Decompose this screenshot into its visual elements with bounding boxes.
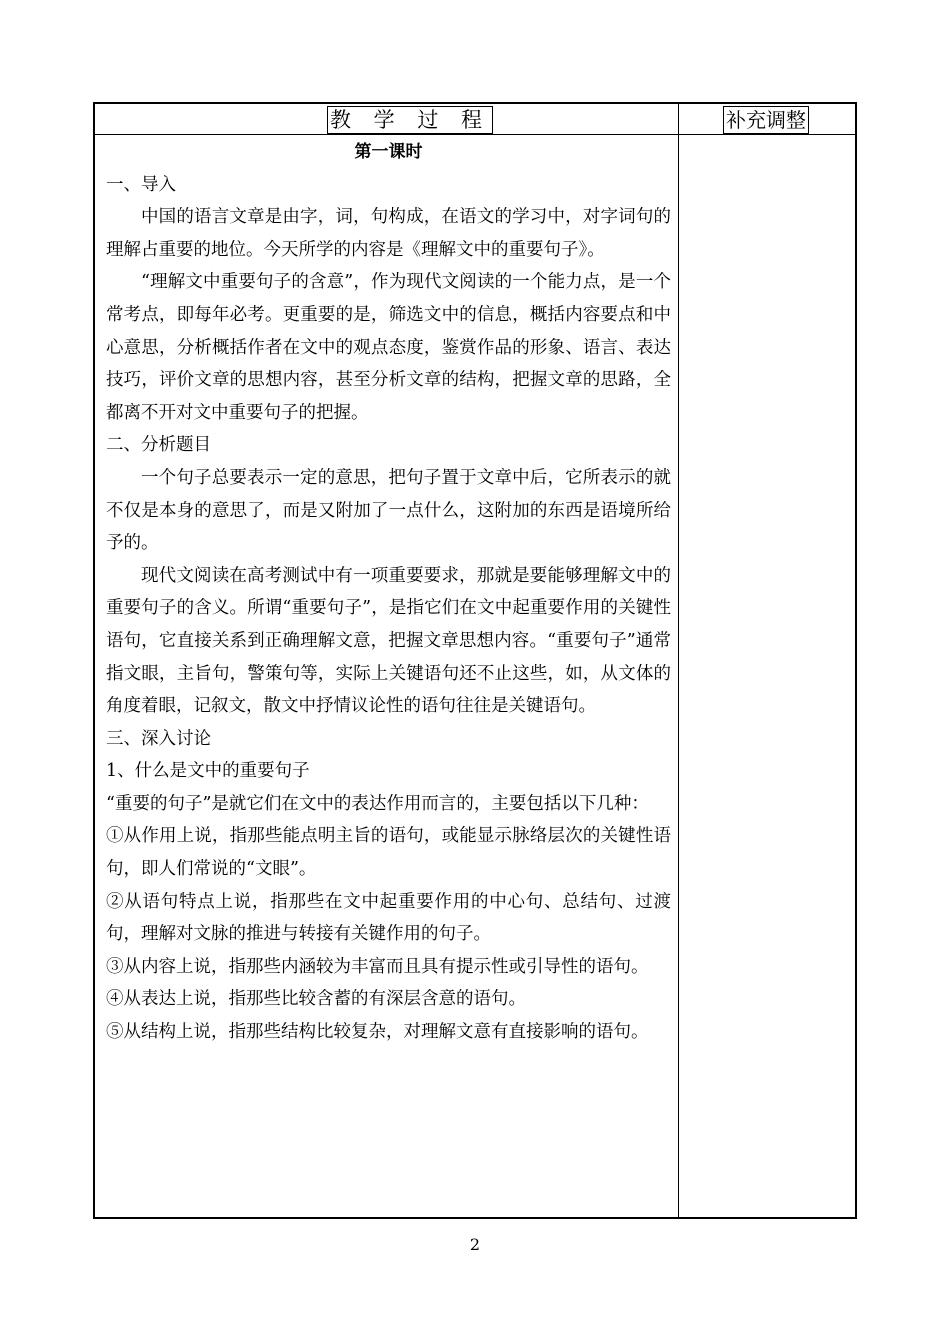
section-heading: 一、导入 — [106, 174, 176, 195]
list-item: ⑤从结构上说，指那些结构比较复杂，对理解文意有直接影响的语句。 — [106, 1022, 649, 1043]
lesson-table — [93, 102, 857, 1219]
paragraph: 现代文阅读在高考测试中有一项重要要求，那就是要能够理解文中的重要句子的含义。所谓“重要句子”，是指它们在文中起重要作用的关键性语句，它直接关系到正确理解文意，把握文章思想内容。“重要句子”通常指文眼，主旨句，警策句等，实际上关键语句还不止这些，如，从文体的角度着眼，记叙文，散文中抒情议论性的语句往往是关键语句。 — [106, 565, 671, 717]
paragraph: “重要的句子”是就它们在文中的表达作用而言的，主要包括以下几种： — [106, 793, 649, 814]
column-divider — [678, 104, 679, 1217]
section-heading: 三、深入讨论 — [106, 728, 211, 749]
lesson-title: 第一课时 — [354, 142, 423, 162]
header-supplement-adjust: 补充调整 — [723, 106, 809, 134]
list-item: ④从表达上说，指那些比较含蓄的有深层含意的语句。 — [106, 989, 526, 1010]
paragraph: 中国的语言文章是由字，词，句构成，在语文的学习中，对字词句的理解占重要的地位。今天所学的内容是《理解文中的重要句子》。 — [106, 207, 671, 260]
header-divider — [95, 134, 855, 135]
section-heading: 二、分析题目 — [106, 435, 211, 456]
paragraph: 一个句子总要表示一定的意思，把句子置于文章中后，它所表示的就不仅是本身的意思了，而是又附加了一点什么，这附加的东西是语境所给予的。 — [106, 467, 671, 554]
paragraph: “理解文中重要句子的含意”，作为现代文阅读的一个能力点，是一个常考点，即每年必考。更重要的是，筛选文中的信息，概括内容要点和中心意思，分析概括作者在文中的观点态度，鉴赏作品的形象、语言、表达技巧，评价文章的思想内容，甚至分析文章的结构，把握文章的思路，全都离不开对文中重要句子的把握。 — [106, 272, 671, 423]
list-item: ②从语句特点上说，指那些在文中起重要作用的中心句、总结句、过渡句，理解对文脉的推进与转接有关键作用的句子。 — [106, 891, 671, 945]
header-teaching-process: 教 学 过 程 — [327, 106, 493, 134]
page-number: 2 — [469, 1235, 481, 1254]
lesson-content — [106, 136, 671, 1049]
list-item: ③从内容上说，指那些内涵较为丰富而且具有提示性或引导性的语句。 — [106, 956, 649, 977]
list-item: ①从作用上说，指那些能点明主旨的语句，或能显示脉络层次的关键性语句，即人们常说的“文眼”。 — [106, 826, 671, 880]
subsection-heading: 1、什么是文中的重要句子 — [106, 761, 310, 782]
